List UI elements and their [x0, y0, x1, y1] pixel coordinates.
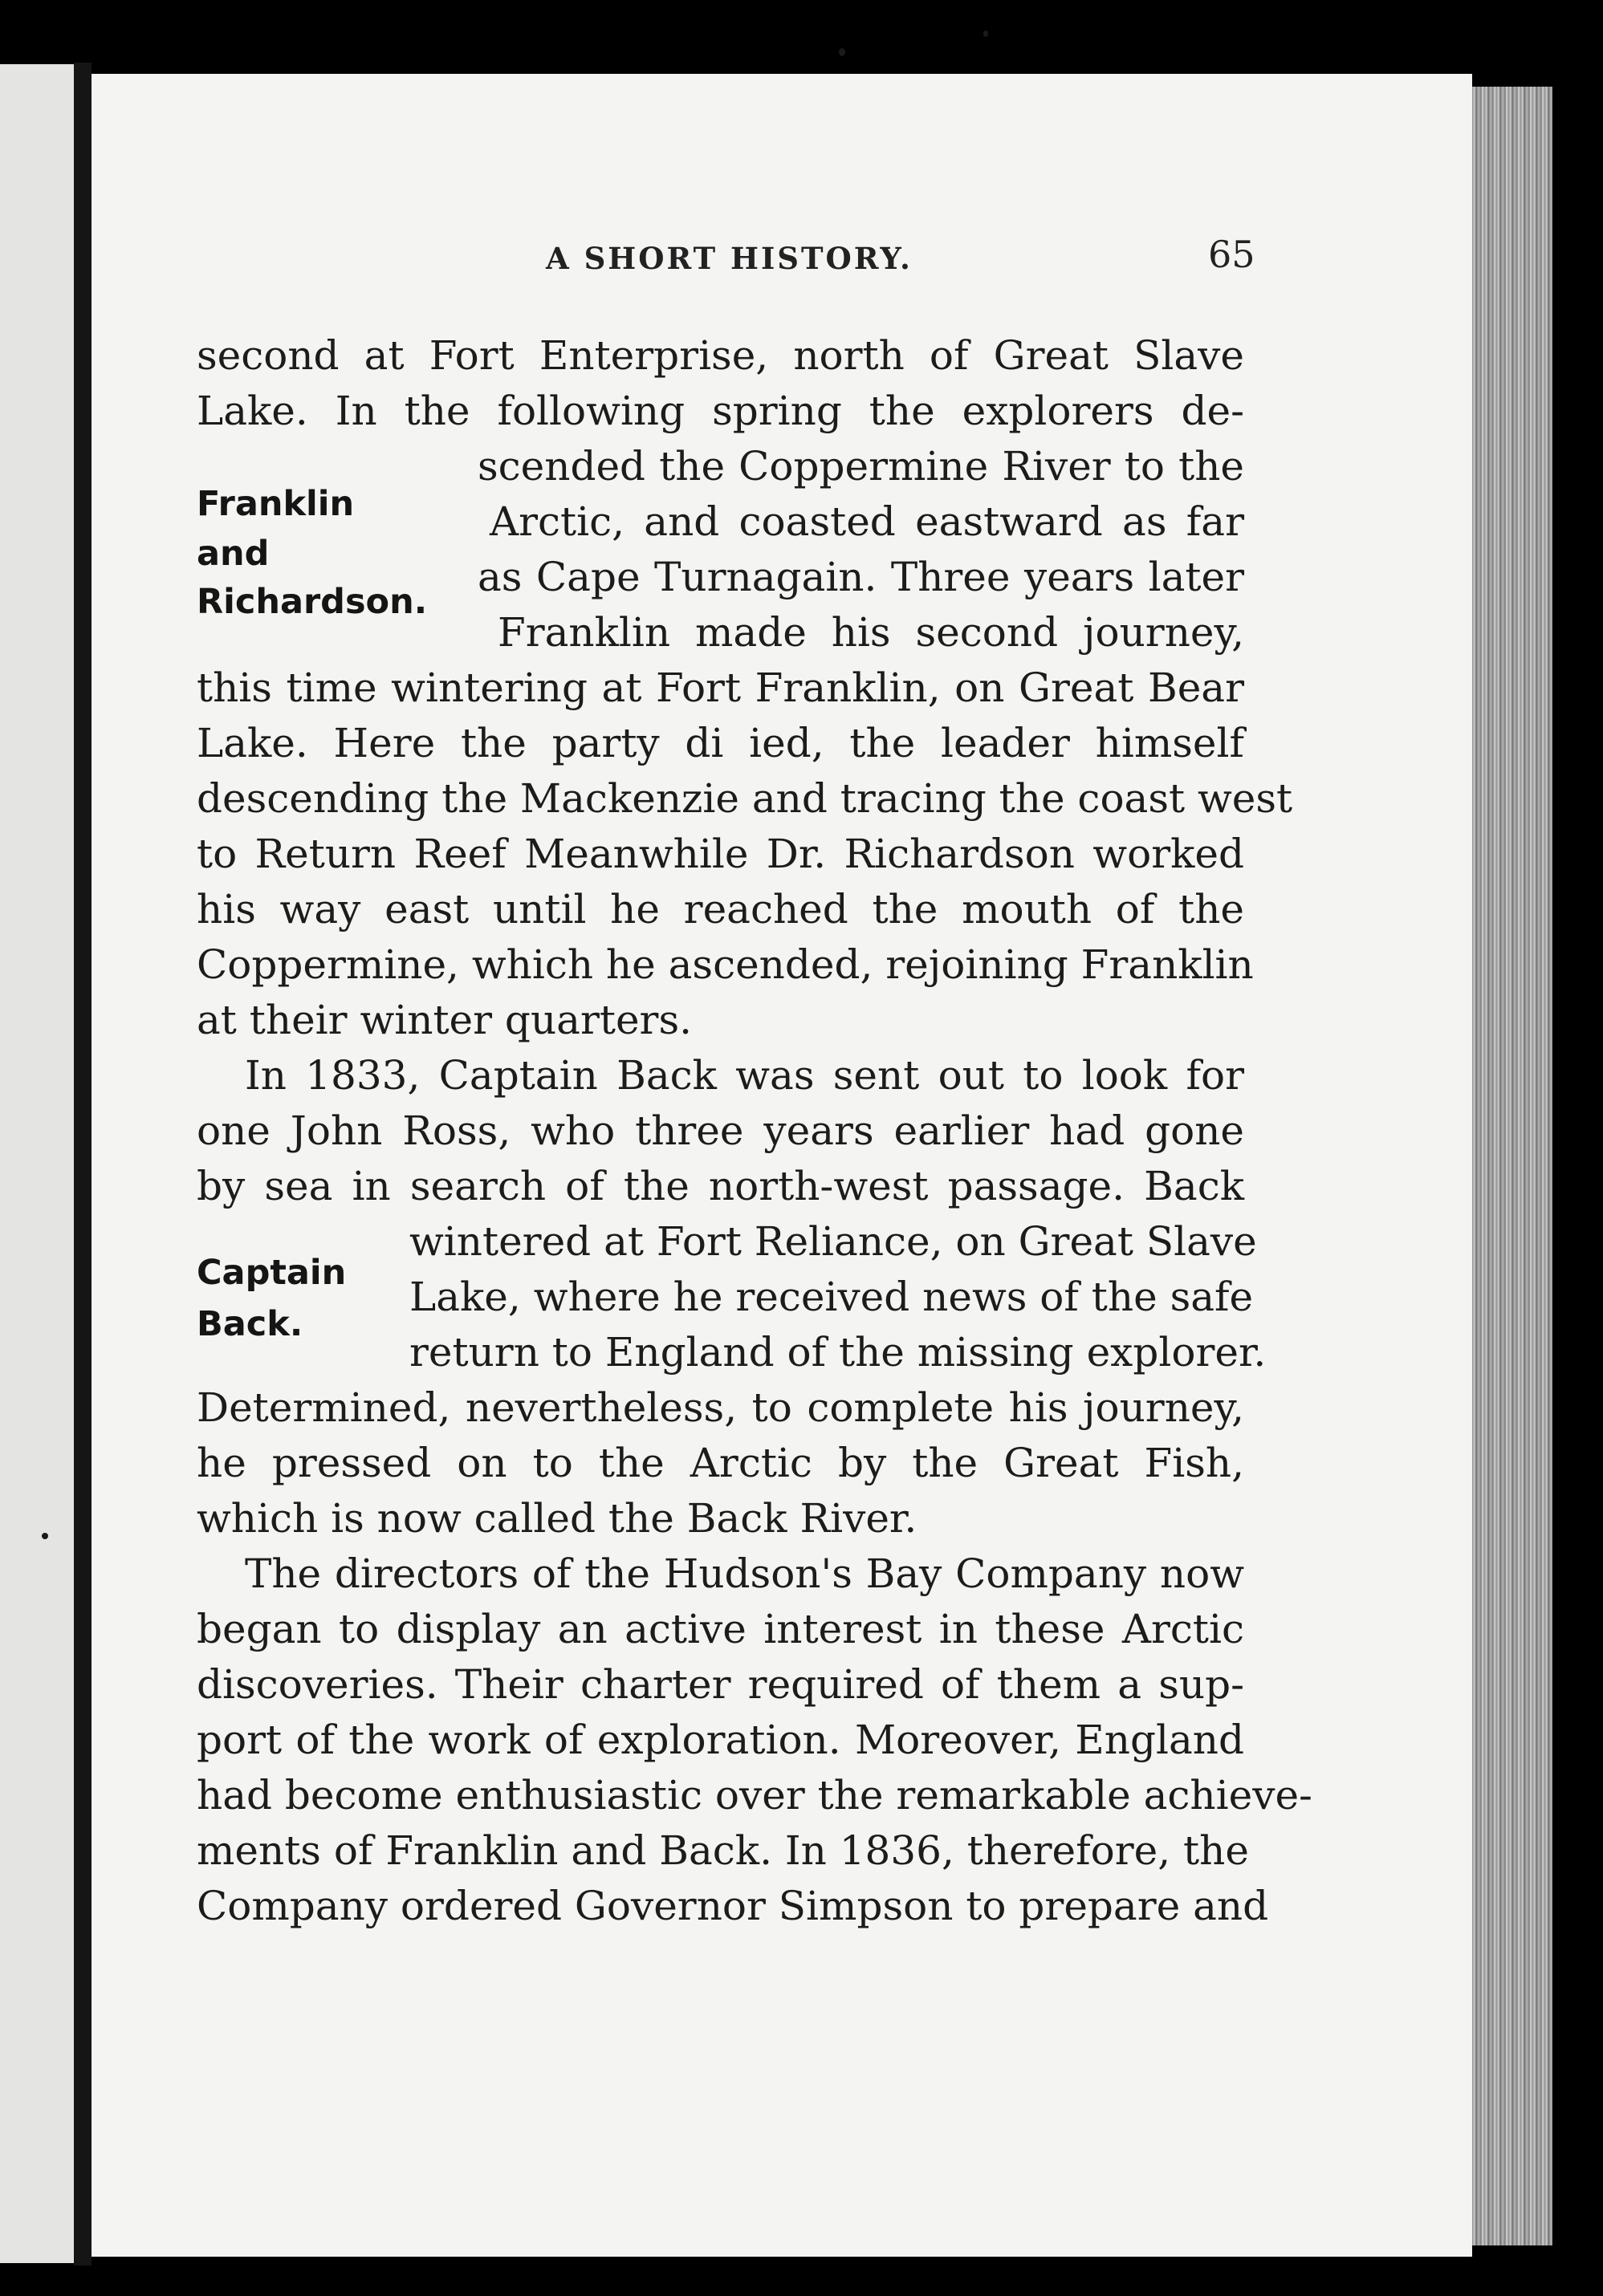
margin-note-richardson: Richardson. [197, 582, 428, 622]
facing-page-edge [0, 64, 74, 2263]
text-line: port of the work of exploration. Moreover, England [197, 1717, 1244, 1763]
margin-note-franklin: Franklin [197, 484, 355, 524]
text-line: Coppermine, which he ascended, rejoining Franklin [197, 941, 1254, 988]
text-line: descending the Mackenzie and tracing the coast west [197, 775, 1293, 822]
scan-speck [839, 48, 845, 56]
text-line: second at Fort Enterprise, north of Great Slave [197, 332, 1244, 379]
text-line: discoveries. Their charter required of them a sup- [197, 1661, 1244, 1708]
text-line: to Return Reef Meanwhile Dr. Richardson worked [197, 831, 1244, 877]
text-line: Determined, nevertheless, to complete his journey, [197, 1384, 1244, 1431]
margin-note-back: Back. [197, 1304, 303, 1344]
scan-speck [983, 30, 988, 37]
text-line: return to England of the missing explorer. [409, 1329, 1267, 1376]
text-line: Lake. In the following spring the explorers de- [197, 388, 1244, 434]
margin-note-captain: Captain [197, 1253, 347, 1293]
text-line: Lake. Here the party di ied, the leader himself [197, 720, 1244, 766]
text-line: Arctic, and coasted eastward as far [490, 498, 1244, 545]
text-line: which is now called the Back River. [197, 1495, 917, 1542]
running-head: A SHORT HISTORY. [546, 241, 913, 276]
text-line: In 1833, Captain Back was sent out to look for [245, 1052, 1244, 1099]
page-stack-edge [1472, 87, 1552, 2245]
margin-note-and: and [197, 534, 270, 574]
text-line: one John Ross, who three years earlier had gone [197, 1107, 1244, 1154]
text-line: this time wintering at Fort Franklin, on Great Bear [197, 664, 1244, 711]
text-line: wintered at Fort Reliance, on Great Slave [409, 1218, 1257, 1265]
text-line: by sea in search of the north-west passage. Back [197, 1163, 1244, 1209]
text-line: he pressed on to the Arctic by the Great Fish, [197, 1440, 1244, 1486]
text-line: his way east until he reached the mouth of the [197, 886, 1244, 933]
text-line: began to display an active interest in these Arctic [197, 1606, 1244, 1652]
text-line: ments of Franklin and Back. In 1836, therefore, the [197, 1827, 1249, 1874]
text-line: had become enthusiastic over the remarkable achieve- [197, 1772, 1312, 1819]
text-line: scended the Coppermine River to the [478, 443, 1244, 490]
text-line: at their winter quarters. [197, 997, 692, 1043]
text-line: The directors of the Hudson's Bay Company now [245, 1550, 1244, 1597]
scan-speck [42, 1533, 48, 1539]
text-line: Franklin made his second journey, [498, 609, 1244, 656]
page-number: 65 [1208, 233, 1255, 276]
book-gutter [74, 63, 92, 2266]
text-line: Lake, where he received news of the safe [409, 1274, 1254, 1320]
text-line: Company ordered Governor Simpson to prepare and [197, 1883, 1269, 1929]
text-line: as Cape Turnagain. Three years later [478, 554, 1244, 600]
